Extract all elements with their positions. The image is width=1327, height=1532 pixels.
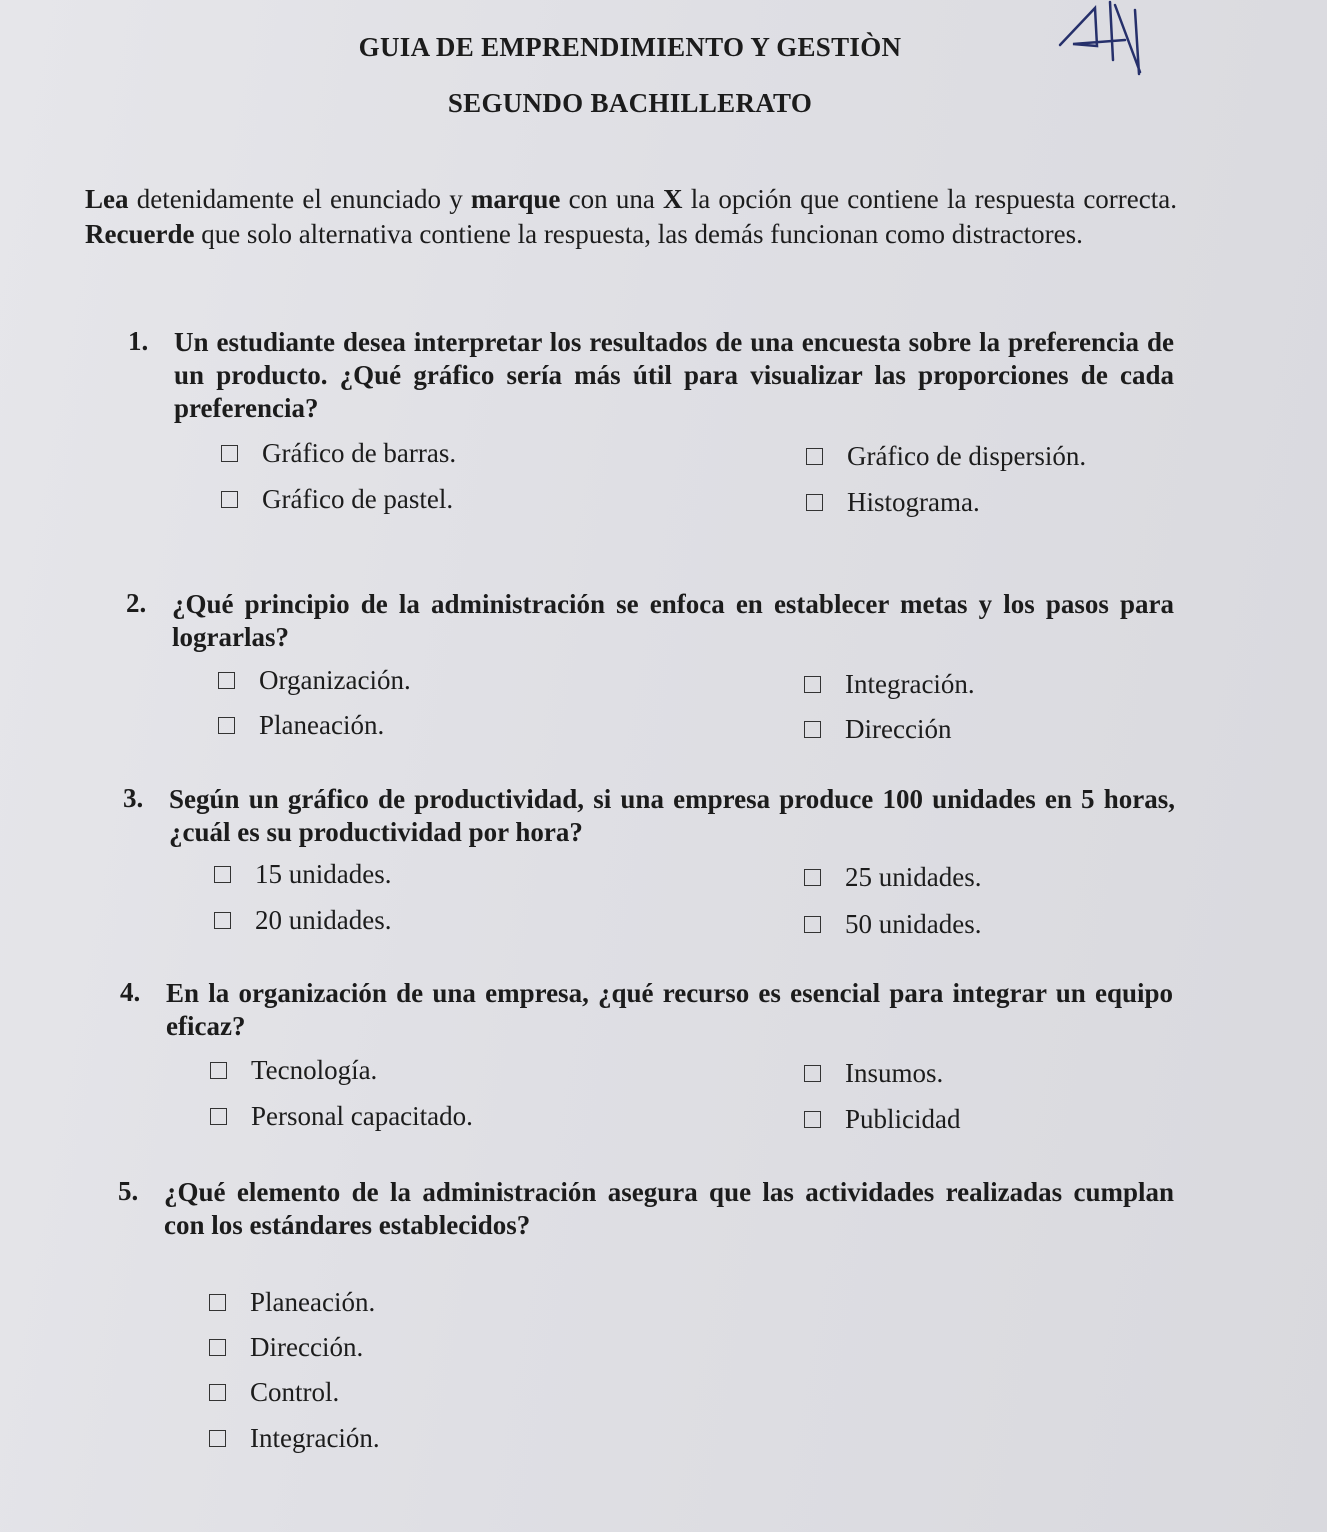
question-text: En la organización de una empresa, ¿qué recurso es esencial para integrar un equipo eficaz? xyxy=(166,978,1173,1041)
checkbox[interactable] xyxy=(214,912,231,929)
instructions-text-1: detenidamente el enunciado y xyxy=(128,184,471,214)
instructions-keyword-recuerde: Recuerde xyxy=(85,219,195,249)
document-title: GUIA DE EMPRENDIMIENTO Y GESTIÒN xyxy=(358,32,902,62)
instructions-paragraph xyxy=(85,182,1177,252)
option-label: Dirección xyxy=(845,714,952,744)
checkbox[interactable] xyxy=(214,866,231,883)
option-label: Insumos. xyxy=(845,1058,944,1088)
option-5a[interactable] xyxy=(209,1287,375,1318)
option-4a[interactable] xyxy=(210,1055,377,1086)
checkbox[interactable] xyxy=(210,1108,227,1125)
option-2a[interactable] xyxy=(218,665,411,696)
option-3a[interactable] xyxy=(214,859,391,890)
option-label: 25 unidades. xyxy=(845,862,982,892)
question-number: 1. xyxy=(128,326,149,356)
document-subtitle: SEGUNDO BACHILLERATO xyxy=(447,88,813,118)
question-number: 2. xyxy=(126,588,147,618)
question-number: 5. xyxy=(118,1176,139,1206)
question-text: ¿Qué elemento de la administración asegura que las actividades realizadas cumplan con los estándares establecidos? xyxy=(164,1177,1174,1240)
option-1c[interactable] xyxy=(221,484,453,515)
checkbox[interactable] xyxy=(209,1384,226,1401)
checkbox[interactable] xyxy=(804,869,821,886)
option-label: Personal capacitado. xyxy=(251,1101,473,1131)
checkbox[interactable] xyxy=(806,448,823,465)
checkbox[interactable] xyxy=(221,491,238,508)
option-5d[interactable] xyxy=(209,1423,380,1454)
option-label: Publicidad xyxy=(845,1104,961,1134)
option-label: Planeación. xyxy=(259,710,385,740)
option-label: Histograma. xyxy=(847,487,980,517)
instructions-text-2: con una xyxy=(560,184,664,214)
option-label: Dirección. xyxy=(250,1332,364,1362)
instructions-text-4: que solo alternativa contiene la respuesta, las demás funcionan como distractores. xyxy=(194,219,1083,249)
checkbox[interactable] xyxy=(209,1430,226,1447)
option-1a[interactable] xyxy=(221,438,456,469)
option-3d[interactable] xyxy=(804,909,981,940)
instructions-keyword-lea: Lea xyxy=(85,184,129,214)
checkbox[interactable] xyxy=(218,672,235,689)
checkbox[interactable] xyxy=(806,494,823,511)
question-text: Según un gráfico de productividad, si una empresa produce 100 unidades en 5 horas, ¿cuál es su productividad por hora? xyxy=(169,784,1175,847)
checkbox[interactable] xyxy=(804,916,821,933)
question-text: ¿Qué principio de la administración se enfoca en establecer metas y los pasos para lograrlas? xyxy=(172,589,1174,652)
option-4d[interactable] xyxy=(804,1104,961,1135)
option-label: Integración. xyxy=(250,1423,380,1453)
option-3b[interactable] xyxy=(804,862,981,893)
checkbox[interactable] xyxy=(209,1339,226,1356)
checkbox[interactable] xyxy=(221,445,238,462)
option-2b[interactable] xyxy=(804,669,975,700)
instructions-keyword-x: X xyxy=(663,184,683,214)
option-label: Tecnología. xyxy=(251,1055,378,1085)
option-3c[interactable] xyxy=(214,905,391,936)
option-1b[interactable] xyxy=(806,441,1086,472)
checkbox[interactable] xyxy=(804,721,821,738)
option-label: Integración. xyxy=(845,669,975,699)
option-label: 20 unidades. xyxy=(255,905,392,935)
checkbox[interactable] xyxy=(218,717,235,734)
option-4c[interactable] xyxy=(210,1101,473,1132)
question-number: 3. xyxy=(123,783,144,813)
checkbox[interactable] xyxy=(210,1062,227,1079)
option-label: 50 unidades. xyxy=(845,909,982,939)
option-label: 15 unidades. xyxy=(255,859,392,889)
checkbox[interactable] xyxy=(804,1065,821,1082)
option-label: Control. xyxy=(250,1377,340,1407)
option-2c[interactable] xyxy=(218,710,384,741)
option-label: Gráfico de pastel. xyxy=(262,484,454,514)
option-label: Planeación. xyxy=(250,1287,376,1317)
option-4b[interactable] xyxy=(804,1058,943,1089)
option-label: Gráfico de dispersión. xyxy=(847,441,1087,471)
option-2d[interactable] xyxy=(804,714,951,745)
option-5b[interactable] xyxy=(209,1332,363,1363)
checkbox[interactable] xyxy=(804,676,821,693)
option-label: Gráfico de barras. xyxy=(262,438,457,468)
instructions-text-3: la opción que contiene la respuesta correcta. xyxy=(682,184,1177,214)
option-label: Organización. xyxy=(259,665,411,695)
option-1d[interactable] xyxy=(806,487,980,518)
checkbox[interactable] xyxy=(209,1294,226,1311)
question-number: 4. xyxy=(120,977,141,1007)
question-text: Un estudiante desea interpretar los resultados de una encuesta sobre la preferencia de un producto. ¿Qué gráfico sería más útil para visualizar las proporciones de cada preferencia? xyxy=(174,327,1174,423)
instructions-keyword-marque: marque xyxy=(470,184,561,214)
checkbox[interactable] xyxy=(804,1111,821,1128)
option-5c[interactable] xyxy=(209,1377,339,1408)
